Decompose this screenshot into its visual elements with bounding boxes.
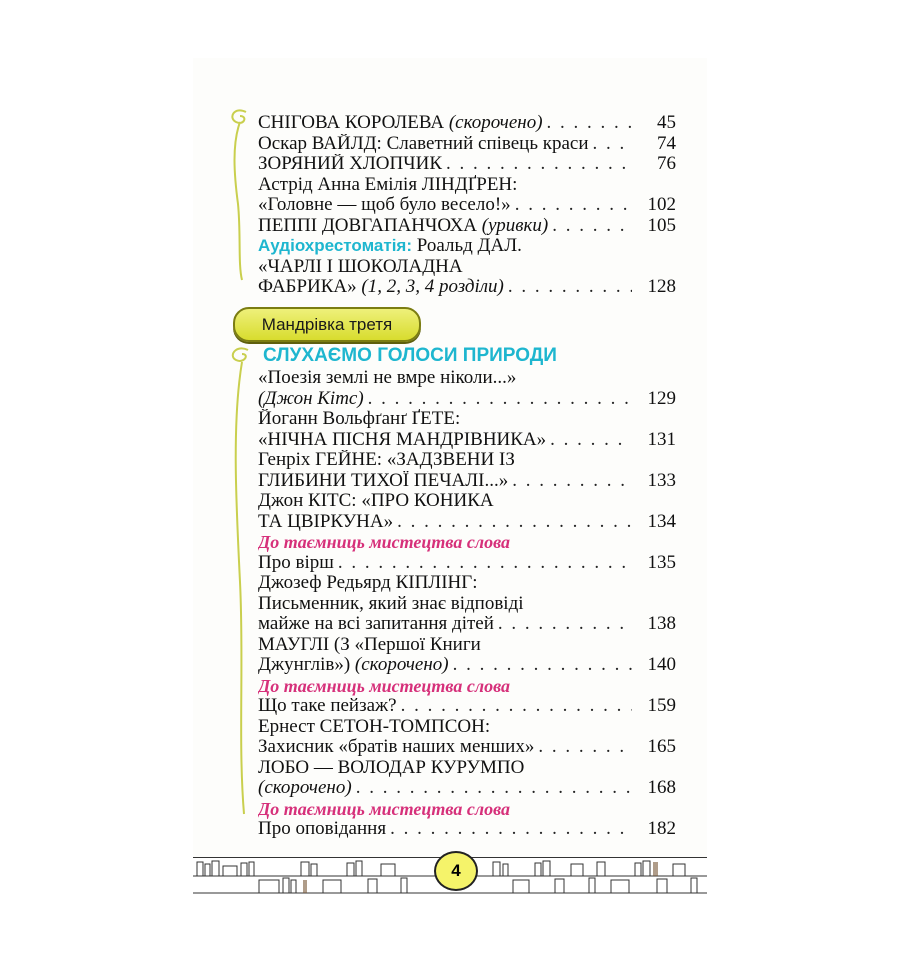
section-banner: Мандрівка третя: [233, 307, 421, 342]
toc-entry[interactable]: ЗОРЯНИЙ ХЛОПЧИК . . . 76: [258, 154, 676, 175]
toc-part-1: [258, 113, 676, 298]
toc-entry[interactable]: Джунглів») (скорочено) . . . 140: [258, 655, 676, 676]
toc-entry[interactable]: Що таке пейзаж? . . . 159: [258, 696, 676, 717]
toc-entry: ЛОБО — ВОЛОДАР КУРУМПО: [258, 757, 525, 778]
toc-entry[interactable]: майже на всі запитання дітей . . . 138: [258, 614, 676, 635]
toc-entry: «ЧАРЛІ І ШОКОЛАДНА: [258, 256, 463, 277]
toc-entry[interactable]: ГЛИБИНИ ТИХОЇ ПЕЧАЛІ...» . . . 133: [258, 471, 676, 492]
toc-subheading: До таємниць мистецтва слова: [258, 798, 510, 819]
toc-entry[interactable]: ПЕППІ ДОВГАПАНЧОХА (уривки) . . . 105: [258, 216, 676, 237]
toc-entry[interactable]: Про оповідання . . . 182: [258, 819, 676, 840]
toc-part-2: [258, 344, 676, 840]
toc-entry[interactable]: Захисник «братів наших менших» . . . 165: [258, 737, 676, 758]
toc-subheading: До таємниць мистецтва слова: [258, 532, 510, 552]
toc-entry[interactable]: «НІЧНА ПІСНЯ МАНДРІВНИКА» . . . 131: [258, 430, 676, 451]
swirl-ornament-top: [226, 104, 256, 284]
toc-entry[interactable]: Оскар ВАЙЛД: Славетний співець краси . . . 74: [258, 134, 676, 155]
toc-entry: Астрід Анна Емілія ЛІНДҐРЕН:: [258, 174, 518, 195]
toc-entry: «Поезія землі не вмре ніколи...»: [258, 368, 517, 388]
toc-entry: Ернест СЕТОН-ТОМПСОН:: [258, 716, 491, 737]
toc-entry[interactable]: «Головне — щоб було весело!» . . . 102: [258, 195, 676, 216]
toc-entry[interactable]: (Джон Кітс) . . . 129: [258, 389, 676, 410]
toc-entry: МАУГЛІ (З «Першої Книги: [258, 634, 481, 655]
toc-entry: Джозеф Редьярд КІПЛІНГ:: [258, 573, 478, 593]
toc-entry: Джон КІТС: «ПРО КОНИКА: [258, 491, 494, 511]
toc-entry[interactable]: СНІГОВА КОРОЛЕВА (скорочено) . . . 45: [258, 113, 676, 134]
section-title: СЛУХАЄМО ГОЛОСИ ПРИРОДИ: [263, 345, 557, 366]
toc-entry-audio: Аудіохрестоматія: Роальд ДАЛ.: [258, 236, 522, 256]
swirl-ornament-bottom: [226, 342, 258, 822]
toc-entry[interactable]: ФАБРИКА» (1, 2, 3, 4 розділи) . . . 128: [258, 277, 676, 298]
page-number-badge: 4: [434, 851, 478, 891]
audio-label: Аудіохрестоматія:: [258, 236, 413, 255]
toc-entry[interactable]: Про вірш . . . 135: [258, 553, 676, 574]
toc-entry: Йоганн Вольфґанґ ҐЕТЕ:: [258, 409, 461, 429]
toc-subheading: До таємниць мистецтва слова: [258, 675, 510, 696]
toc-entry[interactable]: (скорочено) . . . 168: [258, 778, 676, 799]
toc-entry: Генріх ГЕЙНЕ: «ЗАДЗВЕНИ ІЗ: [258, 450, 515, 470]
toc-entry[interactable]: ТА ЦВІРКУНА» . . . 134: [258, 512, 676, 533]
toc-entry: Письменник, який знає відповіді: [258, 593, 524, 614]
